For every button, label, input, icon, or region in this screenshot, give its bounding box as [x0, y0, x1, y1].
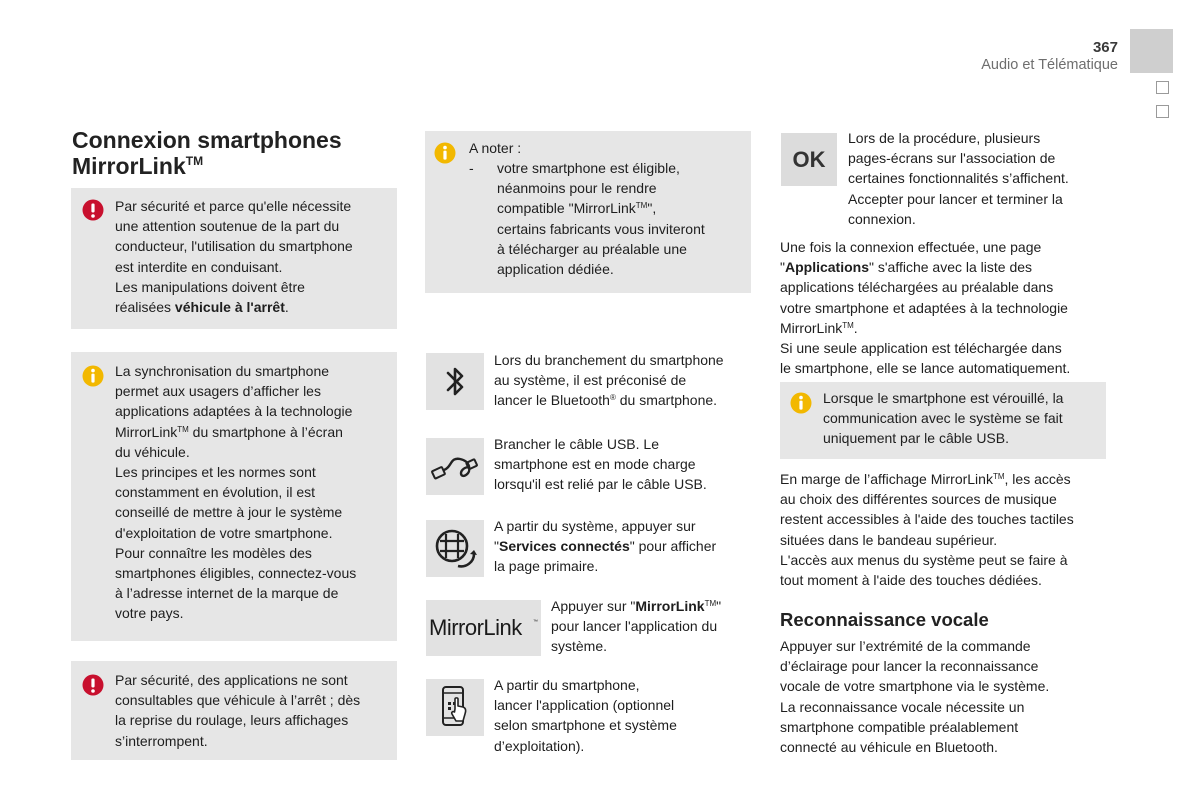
connected-services-icon	[432, 526, 478, 572]
safety-warning-box	[71, 188, 397, 329]
note-box	[425, 131, 751, 293]
bluetooth-step-text: Lors du branchement du smartphone au système, il est préconisé de lancer le Bluetooth® du smartphone.	[494, 352, 724, 409]
info-icon	[790, 392, 812, 414]
usb-step-text: Brancher le câble USB. Le smartphone est en mode charge lorsqu'il est relié par le câble USB.	[494, 436, 707, 493]
mirrorlink-logo: MirrorLink	[429, 615, 522, 640]
section-name: Audio et Télématique	[981, 57, 1118, 73]
info-sync-text: La synchronisation du smartphone permet aux usagers d’afficher les applications adaptées à la technologie MirrorLink™ du smartphone à l’écran du véhicule. Les principes et les normes sont constamment en évolution, il est conseillé de mettre à jour le système d'exploitation de votre smartphone. Pour connaître les modèles des smartphones éligibles, connectez-vous à l’adresse internet de la marque de votre pays.	[115, 363, 357, 622]
margin-paragraph: En marge de l’affichage MirrorLink™, les accès au choix des différentes sources de musique restent accessibles à l'aide des touches tactiles situées dans le bandeau supérieur. L'accès aux menus du système peut se faire à tout moment à l'aide des touches dédiées.	[780, 471, 1074, 589]
safety-warning-box-2	[71, 661, 397, 760]
page-number: 367	[1092, 39, 1118, 56]
note-label: A noter : -	[469, 140, 522, 177]
smartphone-thumbnail	[426, 679, 484, 736]
note-text: votre smartphone est éligible, néanmoins pour le rendre compatible "MirrorLink™", certains fabricants vous inviteront à télécharger au préalable une application dédiée.	[497, 160, 705, 278]
chapter-tab	[1156, 81, 1169, 94]
chapter-tab-active	[1130, 29, 1173, 73]
mirrorlink-logo-tm: ™	[533, 619, 538, 625]
connected-services-thumbnail	[426, 520, 484, 577]
locked-info-text: Lorsque le smartphone est vérouillé, la communication avec le système se fait uniquement par le câble USB.	[823, 390, 1064, 447]
info-sync-box	[71, 352, 397, 641]
warning-icon	[82, 199, 104, 221]
safety-warning-text-2: Par sécurité, des applications ne sont consultables que véhicule à l’arrêt ; dès la reprise du roulage, leurs affichages s’interrompent.	[115, 672, 361, 749]
mirrorlink-step-text: Appuyer sur "MirrorLink™" pour lancer l'application du système.	[551, 598, 722, 655]
info-icon	[434, 142, 456, 164]
info-icon	[82, 365, 104, 387]
ok-badge: OK	[781, 133, 837, 186]
locked-info-box	[780, 382, 1106, 459]
bluetooth-thumbnail	[426, 353, 484, 410]
bluetooth-icon	[440, 363, 470, 400]
mirrorlink-thumbnail	[426, 600, 541, 656]
safety-warning-text: Par sécurité et parce qu'elle nécessite une attention soutenue de la part du conducteur, l'utilisation du smartphone est interdite en conduisant. Les manipulations doivent être réalisées véhicule à l'arrêt.	[115, 198, 353, 316]
voice-recognition-heading: Reconnaissance vocale	[780, 609, 989, 630]
ok-step-text: Lors de la procédure, plusieurs pages-écrans sur l'association de certaines fonctionnalités s’affichent. Accepter pour lancer et terminer la connexion.	[848, 130, 1069, 227]
smartphone-touch-icon	[439, 685, 471, 731]
warning-icon	[82, 674, 104, 696]
connection-paragraph: Une fois la connexion effectuée, une page "Applications" s'affiche avec la liste des applications téléchargées au préalable dans votre smartphone et adaptées à la technologie MirrorLink™. Si une seule application est téléchargée dans le smartphone, elle se lance automatiquement.	[780, 239, 1071, 377]
services-step-text: A partir du système, appuyer sur "Services connectés" pour afficher la page primaire.	[494, 518, 717, 575]
usb-cable-icon	[430, 447, 480, 487]
smartphone-step-text: A partir du smartphone, lancer l'application (optionnel selon smartphone et système d’exploitation).	[494, 677, 677, 754]
voice-recognition-text: Appuyer sur l’extrémité de la commande d’éclairage pour lancer la reconnaissance vocale de votre smartphone via le système. La reconnaissance vocale nécessite un smartphone compatible préalablement connecté au véhicule en Bluetooth.	[780, 638, 1050, 756]
usb-thumbnail	[426, 438, 484, 495]
page-title: Connexion smartphones MirrorLink™	[72, 127, 342, 179]
chapter-tab	[1156, 105, 1169, 118]
